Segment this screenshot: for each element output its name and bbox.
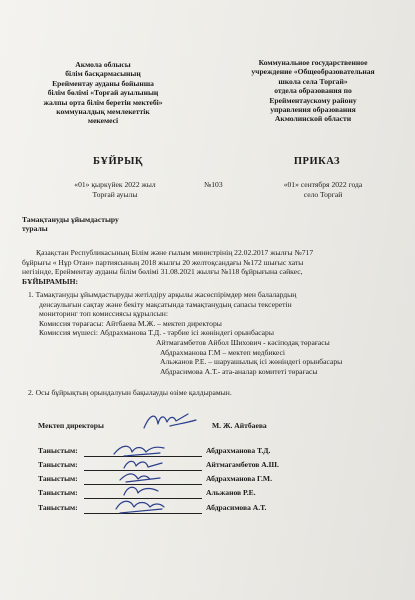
header-ru-line: Коммунальное государственное [258,58,368,67]
preamble [22,248,402,286]
order-place-kz: Торғай ауылы [92,190,138,199]
decree-word: БҰЙЫРАМЫН: [22,276,79,286]
preamble-line: негізінде, Ерейментау ауданы білім бөлімі 31.08.2021 жылғы №118 бұйрығына сәйкес, [22,267,303,277]
item-1-line: денсаулығын сақтау және бекіту мақсатында тамақтанудың сапасы тексеретін [39,299,292,309]
ack-label: Таныстым: [38,503,78,512]
header-kz-line: Ерейментау ауданы бойынша [52,78,154,88]
header-ru-line: управления образования [270,105,356,115]
header-ru-line: Акмолинской области [274,114,352,124]
ack-label: Таныстым: [38,460,78,469]
director-title: Мектеп директоры [38,421,104,430]
preamble-line: Қазақстан Республикасының Білім және ғылым министрінің 22.02.2017 жылғы №717 [36,248,314,257]
order-title-ru: ПРИКАЗ [293,156,341,167]
header-ru-line: школа села Торгай» [278,76,348,86]
signature [112,495,168,517]
ack-label: Таныстым: [38,446,78,455]
order-date-ru: «01» сентября 2022 года [283,180,363,189]
ack-label: Таныстым: [38,488,78,497]
director-signature [140,406,200,436]
ack-label: Таныстым: [38,474,78,483]
subject-line: туралы [22,224,48,234]
commission-member: Абдрахманова Г.М – мектеп медбикесі [160,347,285,357]
preamble-line: бұйрығы « Нұр Отан» партиясының 2018 жылғы 20 желтоқсандағы №172 шығыс хаты [22,257,304,267]
item-1 [28,290,403,376]
order-number: №103 [204,180,223,189]
commission-member: Комиссия мүшесі: Абдрахманова Т.Д. - тәрбие ісі жөніндегі орынбасары [39,328,274,338]
order-title-kz: БҰЙРЫҚ [92,156,144,167]
commission-chair: Комиссия төрағасы: Айтбаева М.Ж. – мектеп директоры [39,318,222,328]
ack-name: Альжанов Р.Е. [206,488,256,497]
commission-member: Айтмагамбетов Айбол Шихович - кәсіподақ төрағасы [156,337,330,347]
header-kz-line: коммуналдық мемлекеттік [56,107,150,117]
header-kz [18,60,188,126]
commission-member: Альжанов Р.Е. – шаруашылық ісі жөніндегі орынбасары [160,357,343,367]
commission-member: Абдрасимова А.Т.- ата-аналар комитеті төрағасы [160,366,318,376]
header-kz-line: жалпы орта білім беретін мектебі» [43,97,163,107]
order-place-ru: село Торгай [303,190,343,199]
header-ru-line: Ерейментаускому району [269,95,357,105]
ack-name: Абдрахманова Т.Д. [206,446,271,455]
ack-name: Абдрахманова Г.М. [206,474,272,483]
header-ru [228,58,398,124]
header-kz-line: мекемесі [87,116,119,126]
header-kz-line: Акмола облысы [75,60,131,69]
subject-line: Тамақтануды ұйымдастыру [22,215,119,224]
subject [22,215,119,234]
ack-name: Айтмагамбетов А.Ш. [206,460,279,469]
item-1-line: 1. Тамақтануды ұйымдастыруды жетілдіру арқылы жасөспірімдер мен балалардың [28,290,297,299]
header-ru-line: учреждение «Общеобразовательная [251,67,375,77]
header-ru-line: отдела образования по [274,86,352,96]
order-date-kz: «01» қыркүйек 2022 жыл [74,180,156,189]
header-kz-line: білім басқармасының [65,69,141,79]
item-1-line: мониторинг топ комиссиясы құрылсын: [39,309,168,319]
director-name: М. Ж. Айтбаева [212,421,267,430]
item-2: 2. Осы бұйрықтың орындалуын бақылауды өзіме қалдырамын. [28,388,232,397]
header-kz-line: білім бөлімі «Торғай ауылының [47,88,159,98]
ack-name: Абдрасимова А.Т. [206,503,267,512]
